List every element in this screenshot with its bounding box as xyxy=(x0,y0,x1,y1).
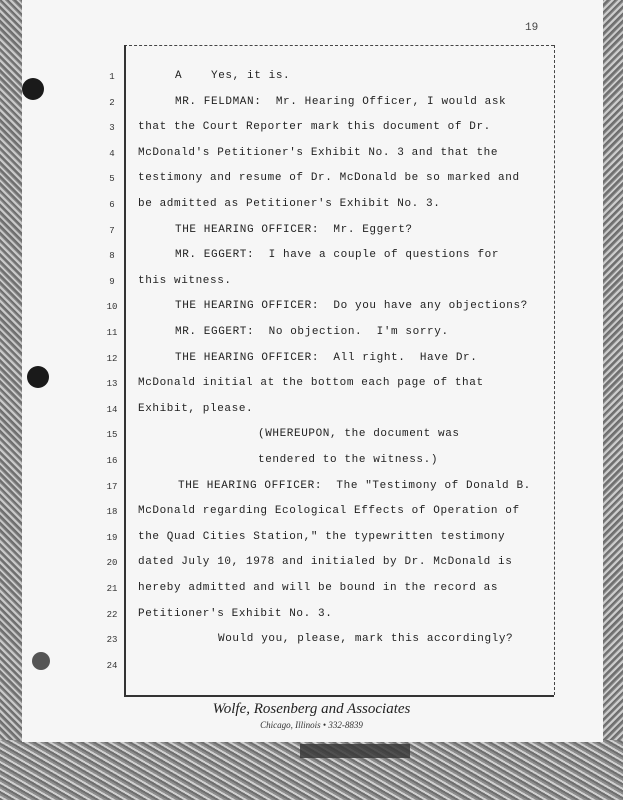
margin-line-right xyxy=(554,45,555,695)
transcript-line-text: A Yes, it is. xyxy=(175,70,291,82)
line-number: 24 xyxy=(106,660,118,671)
transcript-line-text: McDonald's Petitioner's Exhibit No. 3 and that the xyxy=(138,146,499,159)
transcript-line-text: MR. EGGERT: No objection. I'm sorry. xyxy=(175,326,449,338)
transcript-line-text: THE HEARING OFFICER: Do you have any objections? xyxy=(175,300,528,313)
punch-hole-bottom xyxy=(32,652,50,670)
page-number: 19 xyxy=(525,22,539,34)
line-number: 10 xyxy=(106,302,118,313)
punch-hole-top xyxy=(22,78,44,100)
scan-edge-right xyxy=(603,0,623,800)
line-number: 12 xyxy=(106,353,118,364)
transcript-line-text: MR. EGGERT: I have a couple of questions for xyxy=(175,249,500,262)
line-number: 7 xyxy=(109,225,115,236)
line-number: 16 xyxy=(106,456,118,466)
transcript-line-text: testimony and resume of Dr. McDonald be so marked and xyxy=(138,172,520,185)
transcript-line-text: Petitioner's Exhibit No. 3. xyxy=(138,607,333,620)
reporter-firm-address: Chicago, Illinois • 332-8839 xyxy=(260,720,363,730)
reporter-firm-name: Wolfe, Rosenberg and Associates xyxy=(212,701,411,717)
transcript-line-text: hereby admitted and will be bound in the record as xyxy=(138,582,499,594)
transcript-line-text: this witness. xyxy=(138,274,232,287)
line-number: 5 xyxy=(109,174,115,185)
transcript-line-text: Would you, please, mark this accordingly? xyxy=(218,633,514,646)
line-number: 1 xyxy=(109,72,115,82)
line-number: 13 xyxy=(106,379,118,390)
line-number: 2 xyxy=(109,97,115,108)
transcript-line-text: McDonald initial at the bottom each page of that xyxy=(138,377,484,390)
line-number: 15 xyxy=(106,430,118,441)
line-number: 3 xyxy=(109,123,115,134)
line-number: 20 xyxy=(106,558,118,569)
line-number: 4 xyxy=(109,148,115,159)
transcript-line-text: THE HEARING OFFICER: All right. Have Dr. xyxy=(175,351,478,364)
transcript-line-text: THE HEARING OFFICER: The "Testimony of Donald B. xyxy=(178,479,531,492)
margin-line-top xyxy=(124,45,554,46)
transcript-line-text: McDonald regarding Ecological Effects of Operation of xyxy=(138,505,520,518)
line-number: 17 xyxy=(106,481,118,492)
scan-edge-left xyxy=(0,0,22,800)
line-number: 11 xyxy=(106,328,118,338)
line-number: 18 xyxy=(106,507,118,518)
line-number: 14 xyxy=(106,404,118,415)
line-number: 6 xyxy=(109,200,115,210)
line-number: 21 xyxy=(106,584,118,594)
transcript-line-text: be admitted as Petitioner's Exhibit No. 3. xyxy=(138,198,441,210)
line-number: 23 xyxy=(106,635,118,646)
scan-stamp-mark xyxy=(300,744,410,758)
line-number: 19 xyxy=(106,532,118,543)
transcript-line-text: that the Court Reporter mark this document of Dr. xyxy=(138,121,491,134)
punch-hole-middle xyxy=(27,366,49,388)
line-number: 9 xyxy=(109,276,115,287)
transcript-line-text: THE HEARING OFFICER: Mr. Eggert? xyxy=(175,223,413,236)
line-number: 22 xyxy=(106,609,118,620)
transcript-line-text: dated July 10, 1978 and initialed by Dr. McDonald is xyxy=(138,556,513,569)
transcript-page xyxy=(22,0,603,742)
transcript-line-text: Exhibit, please. xyxy=(138,402,254,415)
margin-line-bottom xyxy=(124,695,554,697)
transcript-line-text: tendered to the witness.) xyxy=(258,454,439,466)
margin-line-left xyxy=(124,45,126,695)
line-number: 8 xyxy=(109,251,115,262)
transcript-line-text: MR. FELDMAN: Mr. Hearing Officer, I would ask xyxy=(175,95,507,108)
transcript-line-text: (WHEREUPON, the document was xyxy=(258,428,460,441)
transcript-line-text: the Quad Cities Station," the typewritten testimony xyxy=(138,530,506,543)
